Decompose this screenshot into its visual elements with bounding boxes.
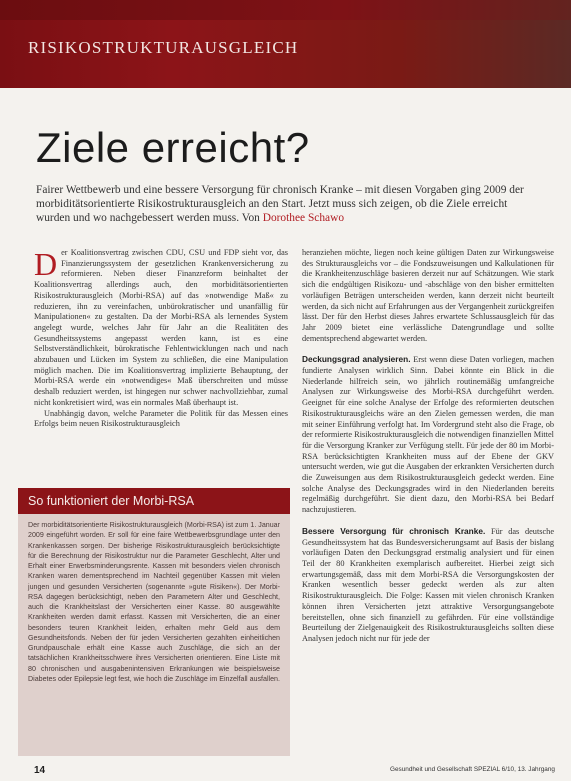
paragraph-gap	[302, 516, 554, 526]
subheading: Bessere Versorgung für chronisch Kranke.	[302, 525, 486, 536]
article-headline: Ziele erreicht?	[36, 124, 310, 171]
page-number: 14	[34, 765, 46, 776]
info-box-text: Der morbiditätsorientierte Risikostrukturausgleich (Morbi-RSA) ist zum 1. Januar 2009 eingeführt worden. Er soll für eine faire Wettbewerbsgrundlage unter den Krankenkassen sorgen. Der bisherige Risikostrukturausgleich berücksichtigte für die Berechnung der Risikostruktur nur die Parameter Geschlecht, Alter und Erhalt einer Erwerbsminderungsrente. Kassen mit besonders vielen chronisch Kranken waren dementsprechend im Nachteil gegenüber Kassen mit vielen jungen und gesunden Versicherten (sogenannte »gute Risiken«). Der Morbi-RSA dagegen berücksichtigt, neben den Parametern Alter und Geschlecht, auch die Krankheitslast der Versicherten einer Kasse. 80 ausgewählte Krankheiten werden damit erfasst. Kassen mit Versicherten, die an einer besonders teuren Krankheit leiden, erhalten mehr Geld aus dem Gesundheitsfonds. Neben der für jeden Versicherten gezahlten einheitlichen Grundpauschale erhält eine Kasse auch Zuschläge, die sich an der tatsächlichen Krankheitsschwere ihres Versicherten orientieren. Eine Liste mit 80 chronischen und ausgabenintensiven Erkrankungen wie beispielsweise Diabetes oder Epilepsie legt fest, wie hoch die Zuschläge im Einzelfall ausfallen.	[28, 521, 280, 683]
subheading: Deckungsgrad analysieren.	[302, 354, 411, 365]
paragraph: heranziehen möchte, liegen noch keine gültigen Daten zur Wirkungsweise des Strukturausgleichs vor – die Fondszuweisungen und Kalkulationen für die Krankheitenzuschläge basieren derzeit nur auf Schätzungen. Wie stark sich die endgültigen Risikozu- und -abschläge von den bisher ermittelten vorläufigen Beträgen unterscheiden werden, kann derzeit nicht beurteilt werden, da sich nicht auf Erfahrungen aus der Vergangenheit zurückgreifen lässt. Der für den Herbst dieses Jahres erwartete Schlussausgleich für das Jahr 2009 bietet eine verlässliche Datengrundlage und sollte dementsprechend abgewartet werden.	[302, 248, 554, 343]
article-column-left	[34, 248, 288, 478]
info-box	[18, 488, 290, 756]
paragraph: Unabhängig davon, welche Parameter die Politik für das Messen eines Erfolgs beim neuen Risikostrukturausgleich	[34, 408, 288, 429]
section-title: RISIKOSTRUKTURAUSGLEICH	[28, 38, 299, 57]
lead-text: Fairer Wettbewerb und eine bessere Versorgung für chronisch Kranke – mit diesen Vorgaben ging 2009 der morbiditätsorientierte Risikostrukturausgleich an den Start. Jetzt muss sich zeigen, ob die Ziele erreicht wurden und wo nachgebessert werden muss. Von	[36, 184, 524, 225]
article-lead	[36, 183, 541, 226]
paragraph-text: Für das deutsche Gesundheitssystem hat das Bundesversicherungsamt auf Basis der bislang vorläufigen Daten den Deckungsgrad erstmalig analysiert und für einen Teil der 80 Krankheiten exemplarisch aufbereitet. Hierbei zeigt sich erwartungsgemäß, dass mit dem Morbi-RSA die Versorgungskosten der Kranken wesentlich besser gedeckt werden als zur alten Risikostrukturausgleich. Die Folge: Kassen mit vielen chronisch Kranken können ihren Versicherten jetzt attraktive Versorgungsangebote bereitstellen, ohne sich finanziell zu gefährden. Für eine vollständige Beurteilung der Zielgenauigkeit des Risikostrukturausgleichs sollten diese Analysen jedoch nicht nur für jede der	[302, 526, 554, 643]
paragraph-text: er Koalitionsvertrag zwischen CDU, CSU und FDP sieht vor, das Finanzierungssystem der gesetzlichen Krankenversicherung zu reformieren. Neben dieser Finanzreform beinhaltet der Koalitionsvertrag allerdings auch, den morbiditätsorientierten Risikostrukturausgleich (Morbi-RSA) auf das »notwendige Maß« zu reduzieren, ihn zu vereinfachen, unbürokratischer und unanfällig für Manipulationen« zu gestalten. Da der Morbi-RSA als lernendes System angelegt wurde, welches Jahr für Jahr an die Realitäten des Gesundheitssystems angepasst werden kann, ist es eine Selbstverständlichkeit, bürokratische Fehlentwicklungen nach und nach abzubauen und Lücken im System zu schließen, die eine Manipulation möglich machen. Die im Koalitionsvertrag implizierte Behauptung, der Morbi-RSA werde ein »notwendiges« Maß überschreiten und müsse deshalb reduziert werden, ist hingegen nur schwer nachvollziehbar, zumal nicht konkretisiert wird, was ein normales Maß überhaupt ist.	[34, 248, 288, 407]
banner-stripe	[0, 0, 571, 20]
paragraph-gap	[302, 344, 554, 354]
header-banner	[0, 0, 571, 88]
paragraph	[302, 526, 554, 645]
paragraph-text: Erst wenn diese Daten vorliegen, machen fundierte Analysen wirklich Sinn. Dabei könnte ein Blick in die Niederlande hilfreich sein, wo jährlich routinemäßig umfangreiche Analysen zur Wirkungsweise des Morbi-RSA durchgeführt werden. Geeignet für eine solche Analyse der Erfolge des reformierten deutschen Risikostrukturausgleichs wäre an den Zielen gemessen werden, die man mit seiner Einführung verfolgt hat. Im Vordergrund steht also die Frage, ob der reformierte Risikostrukturausgleich die notwendigen finanziellen Mittel für die Versorgung Kranker zur Verfügung stellt. Für jede der 80 im Morbi-RSA berücksichtigten Krankheiten muss auf der Ebene der GKV untersucht werden, wie gut die Ausgaben der erkrankten Versicherten durch die Zuweisungen aus dem Risikostrukturausgleich gedeckt werden. Eine solche Analyse des Deckungsgrades wird in den Niederlanden bereits regelmäßig durchgeführt. Sie dient dazu, den Morbi-RSA bei Bedarf nachzujustieren.	[302, 355, 554, 515]
author-name: Dorothee Schawo	[262, 212, 345, 225]
article-column-right	[302, 248, 554, 758]
info-box-title: So funktioniert der Morbi-RSA	[18, 488, 290, 514]
paragraph	[34, 248, 288, 409]
publication-source: Gesundheit und Gesellschaft SPEZIAL 6/10, 13. Jahrgang	[390, 766, 555, 773]
drop-cap: D	[34, 248, 58, 282]
page-footer	[0, 760, 571, 781]
paragraph	[302, 354, 554, 516]
